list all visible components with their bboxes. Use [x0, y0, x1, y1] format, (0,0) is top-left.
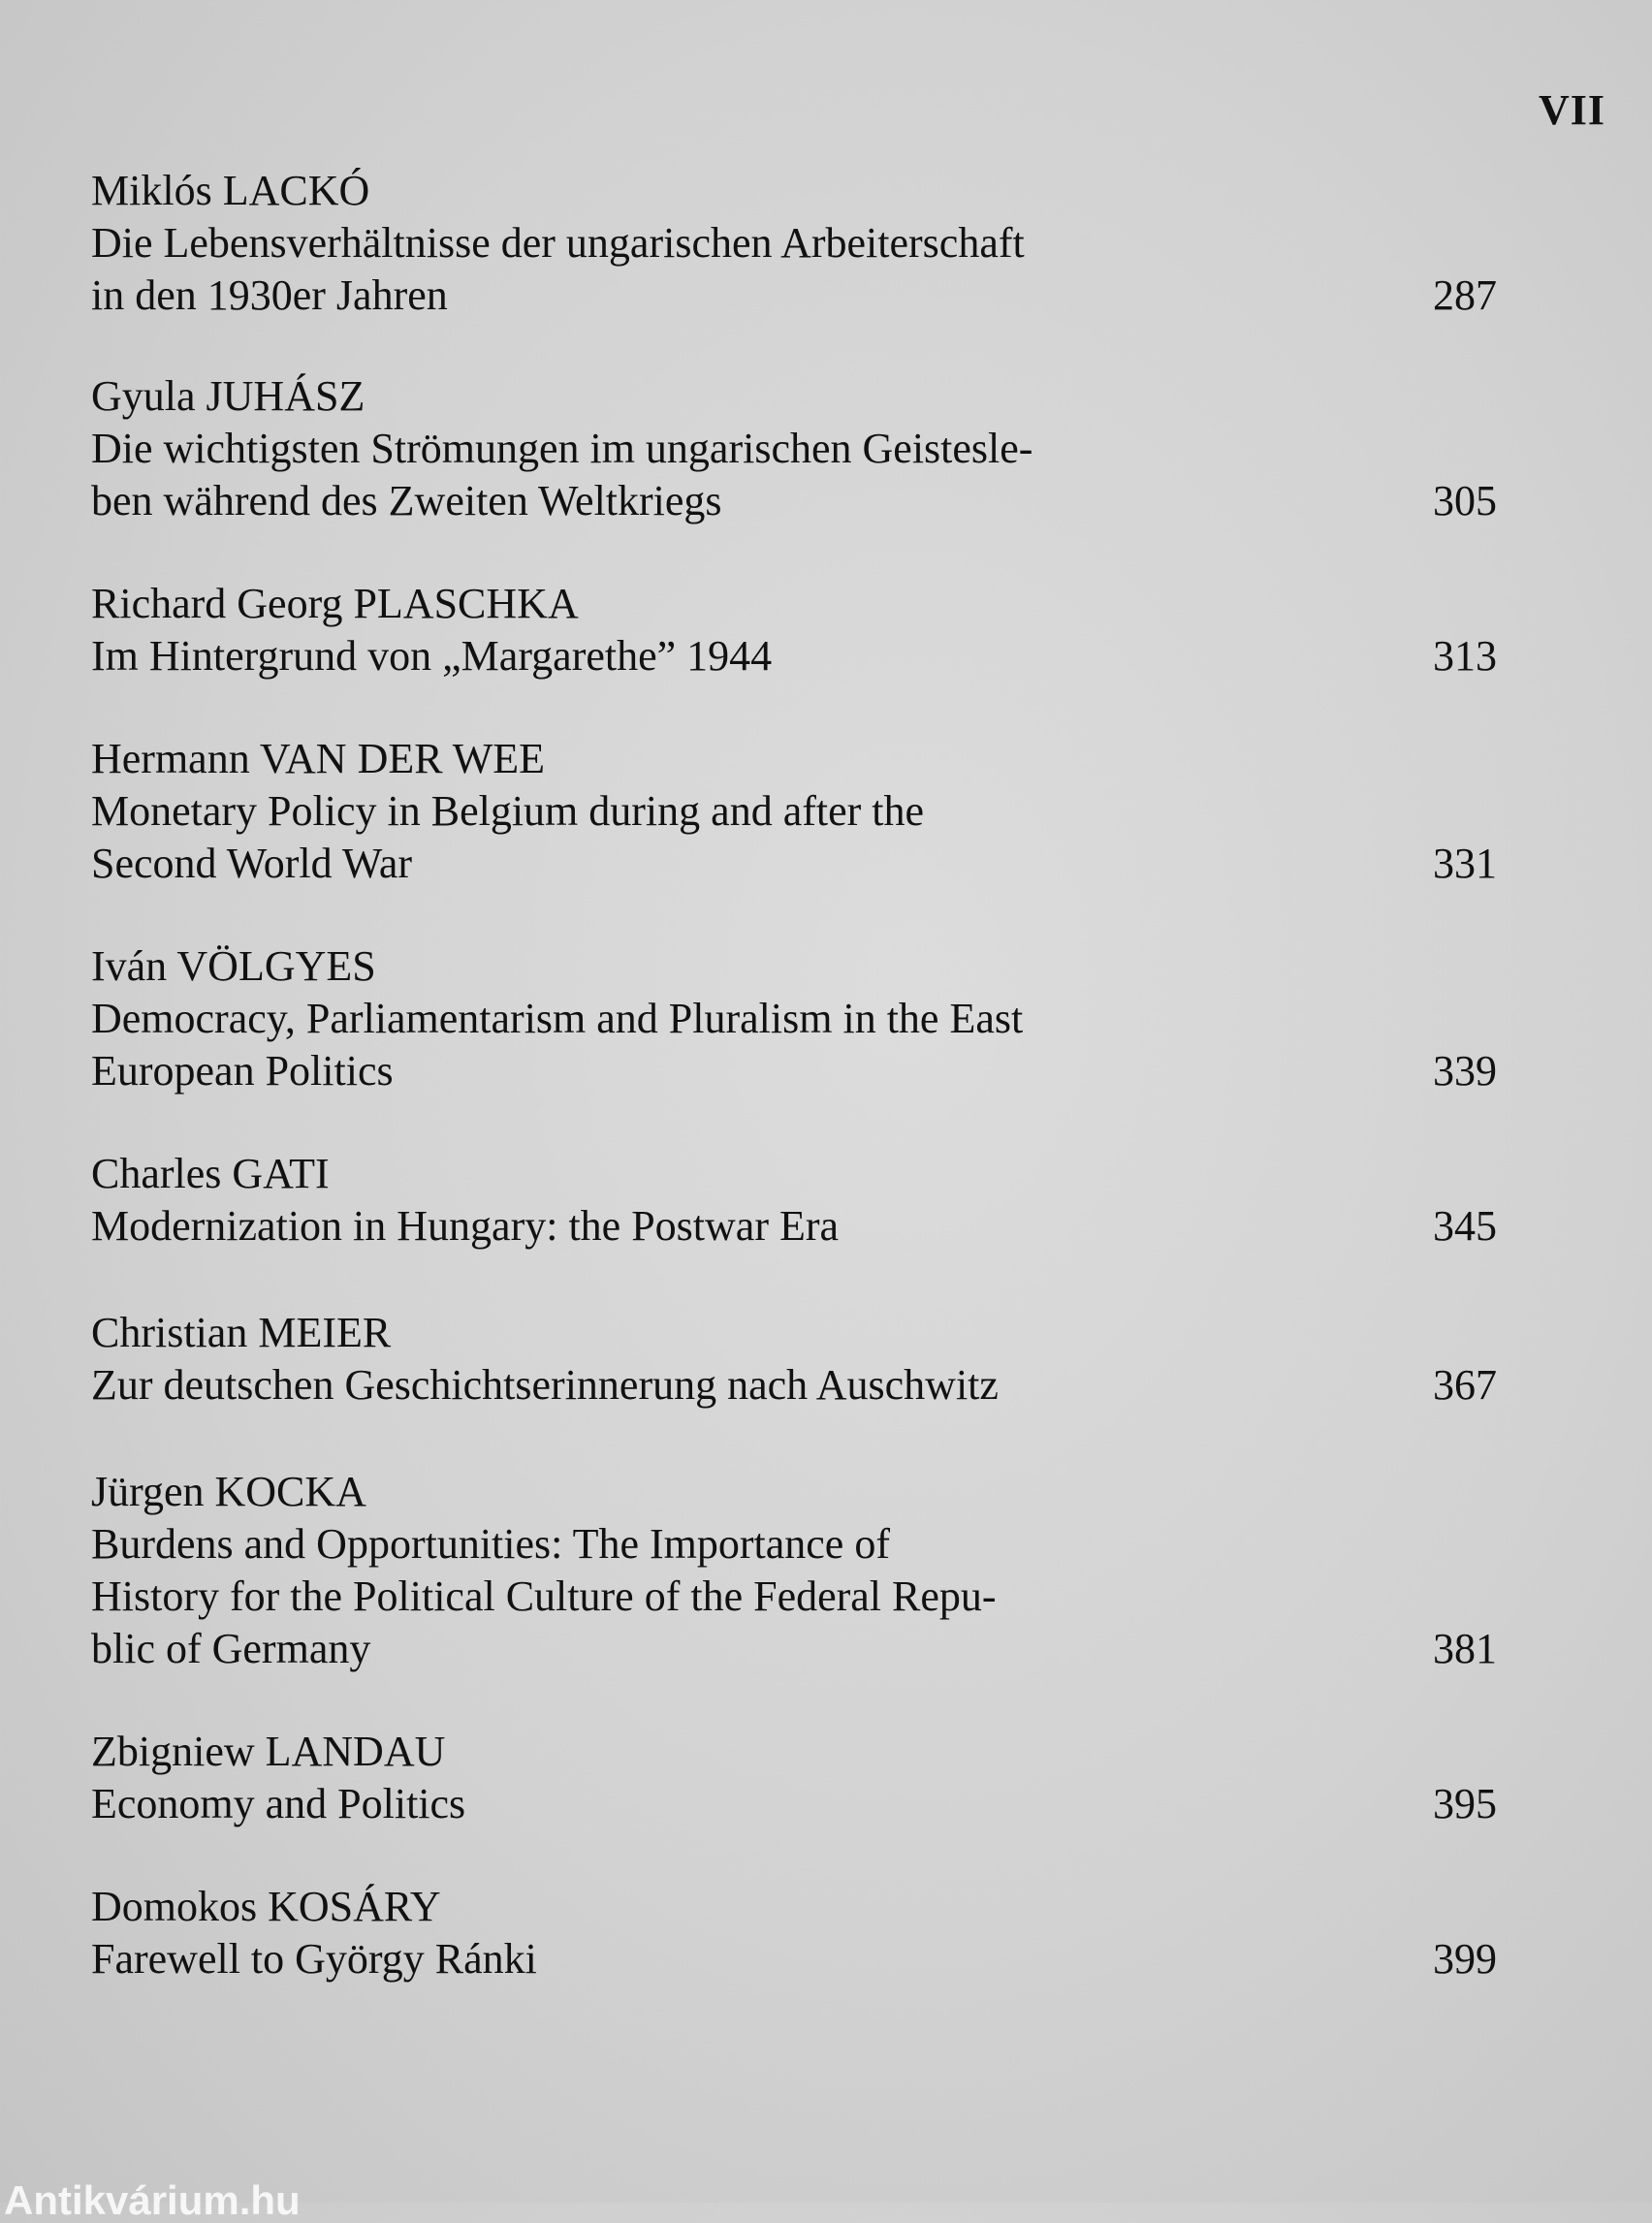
toc-entry: [91, 1148, 1497, 1253]
entry-author: Charles GATI: [91, 1150, 330, 1197]
entry-page-number: 345: [1433, 1202, 1497, 1250]
entry-author: Domokos KOSÁRY: [91, 1883, 441, 1930]
table-of-contents: [91, 165, 1497, 1985]
entry-author: Gyula JUHÁSZ: [91, 372, 365, 420]
entry-title-line: Economy and Politics: [91, 1780, 466, 1827]
entry-author: Iván VÖLGYES: [91, 942, 376, 990]
entry-author: Miklós LACKÓ: [91, 167, 370, 214]
toc-entry: [91, 733, 1497, 890]
entry-page-number: 381: [1433, 1625, 1497, 1672]
entry-author: Richard Georg PLASCHKA: [91, 580, 579, 627]
entry-page-number: 339: [1433, 1047, 1497, 1095]
toc-entry: [91, 940, 1497, 1097]
entry-title-line: History for the Political Culture of the Federal Repu-: [91, 1572, 997, 1620]
entry-title-line: Die Lebensverhältnisse der ungarischen Arbeiterschaft: [91, 219, 1025, 267]
entry-author: Christian MEIER: [91, 1309, 392, 1356]
toc-entry: [91, 1466, 1497, 1675]
entry-title-line: ben während des Zweiten Weltkriegs: [91, 477, 722, 524]
entry-page-number: 367: [1433, 1361, 1497, 1409]
entry-title-line: Modernization in Hungary: the Postwar Era: [91, 1202, 840, 1250]
toc-entry: [91, 165, 1497, 322]
entry-title-line: Zur deutschen Geschichtserinnerung nach Auschwitz: [91, 1361, 999, 1409]
entry-author: Hermann VAN DER WEE: [91, 735, 546, 782]
entry-page-number: 287: [1433, 271, 1497, 319]
entry-author: Jürgen KOCKA: [91, 1468, 366, 1515]
entry-title-line: Die wichtigsten Strömungen im ungarischen Geistesle-: [91, 425, 1033, 472]
page-number: VII: [1538, 86, 1605, 134]
toc-entry: [91, 1726, 1497, 1830]
toc-entry: [91, 1881, 1497, 1985]
entry-page-number: 305: [1433, 477, 1497, 524]
toc-entry: [91, 578, 1497, 683]
entry-page-number: 331: [1433, 840, 1497, 887]
entry-page-number: 313: [1433, 632, 1497, 680]
entry-title-line: Farewell to György Ránki: [91, 1935, 537, 1983]
watermark: Antikvárium.hu: [4, 2177, 301, 2223]
toc-entry: [91, 1307, 1497, 1412]
entry-title-line: in den 1930er Jahren: [91, 271, 448, 319]
entry-title-line: Second World War: [91, 840, 413, 887]
toc-entry: [91, 370, 1497, 527]
entry-title-line: Burdens and Opportunities: The Importance of: [91, 1520, 890, 1568]
entry-page-number: 395: [1433, 1780, 1497, 1827]
entry-title-line: Im Hintergrund von „Margarethe” 1944: [91, 632, 773, 680]
entry-author: Zbigniew LANDAU: [91, 1728, 446, 1775]
entry-title-line: European Politics: [91, 1047, 394, 1095]
entry-title-line: Monetary Policy in Belgium during and after the: [91, 787, 925, 835]
entry-title-line: blic of Germany: [91, 1625, 371, 1672]
entry-page-number: 399: [1433, 1935, 1497, 1983]
entry-title-line: Democracy, Parliamentarism and Pluralism in the East: [91, 995, 1024, 1042]
